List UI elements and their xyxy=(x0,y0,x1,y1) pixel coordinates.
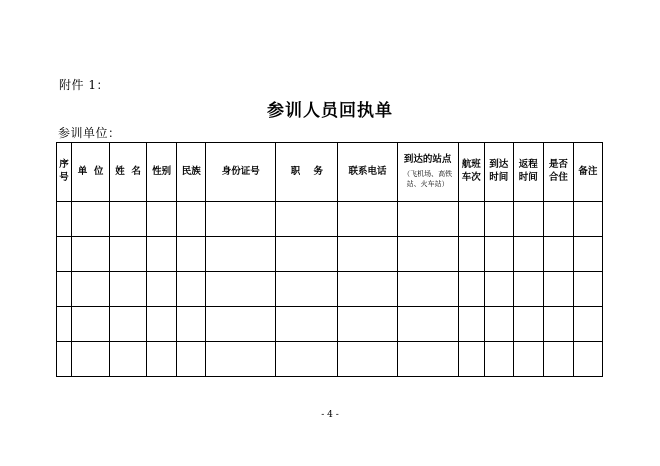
table-cell-ethnicity[interactable] xyxy=(177,272,206,307)
header-unit-label: 单 位 xyxy=(77,165,104,177)
table-cell-id_number[interactable] xyxy=(206,307,276,342)
header-flight-train xyxy=(458,143,484,202)
table-cell-unit[interactable] xyxy=(72,272,110,307)
table-cell-phone[interactable] xyxy=(338,272,397,307)
header-position-label: 职 务 xyxy=(290,165,324,177)
header-remarks-label: 备注 xyxy=(578,165,598,177)
header-gender xyxy=(147,143,177,202)
attachment-label: 附件 1： xyxy=(59,78,109,92)
header-index-label: 序 号 xyxy=(59,159,69,183)
table-cell-ethnicity[interactable] xyxy=(177,307,206,342)
header-gender-label: 性别 xyxy=(152,165,172,177)
header-index xyxy=(57,143,72,202)
table-cell-index[interactable] xyxy=(57,342,72,377)
table-cell-arrival_time[interactable] xyxy=(484,307,513,342)
table-cell-flight_train[interactable] xyxy=(458,307,484,342)
table-cell-arrival_station[interactable] xyxy=(397,237,458,272)
table-cell-ethnicity[interactable] xyxy=(177,342,206,377)
table-cell-gender[interactable] xyxy=(147,307,177,342)
table-cell-arrival_station[interactable] xyxy=(397,342,458,377)
table-cell-flight_train[interactable] xyxy=(458,237,484,272)
table-cell-share_room[interactable] xyxy=(543,307,573,342)
table-cell-arrival_station[interactable] xyxy=(397,202,458,237)
table-cell-phone[interactable] xyxy=(338,202,397,237)
table-cell-arrival_time[interactable] xyxy=(484,272,513,307)
header-arrival-time-label: 到达 时间 xyxy=(489,159,509,183)
table-body xyxy=(57,202,603,377)
table-cell-ethnicity[interactable] xyxy=(177,237,206,272)
table-cell-index[interactable] xyxy=(57,272,72,307)
header-phone-label: 联系电话 xyxy=(348,165,387,177)
table-cell-id_number[interactable] xyxy=(206,237,276,272)
header-return-time xyxy=(513,143,543,202)
table-cell-index[interactable] xyxy=(57,237,72,272)
table-cell-index[interactable] xyxy=(57,307,72,342)
table-cell-remarks[interactable] xyxy=(573,272,602,307)
table-row xyxy=(57,237,603,272)
header-arrival-station-label: 到达的站点 xyxy=(403,154,452,166)
table-cell-gender[interactable] xyxy=(147,272,177,307)
table-cell-share_room[interactable] xyxy=(543,272,573,307)
table-cell-return_time[interactable] xyxy=(513,272,543,307)
table-cell-ethnicity[interactable] xyxy=(177,202,206,237)
participating-unit-label: 参训单位： xyxy=(58,126,121,140)
header-ethnicity-label: 民族 xyxy=(181,165,201,177)
header-arrival-station xyxy=(397,143,458,202)
table-cell-name[interactable] xyxy=(110,307,147,342)
table-cell-arrival_station[interactable] xyxy=(397,307,458,342)
table-cell-arrival_time[interactable] xyxy=(484,237,513,272)
table-cell-return_time[interactable] xyxy=(513,237,543,272)
table-cell-index[interactable] xyxy=(57,202,72,237)
table-cell-arrival_time[interactable] xyxy=(484,342,513,377)
header-id-number-label: 身份证号 xyxy=(221,165,260,177)
table-cell-remarks[interactable] xyxy=(573,237,602,272)
table-cell-remarks[interactable] xyxy=(573,342,602,377)
table-cell-name[interactable] xyxy=(110,342,147,377)
table-row xyxy=(57,202,603,237)
table-cell-share_room[interactable] xyxy=(543,342,573,377)
table-cell-return_time[interactable] xyxy=(513,342,543,377)
table-cell-id_number[interactable] xyxy=(206,202,276,237)
header-id-number xyxy=(206,143,276,202)
table-cell-unit[interactable] xyxy=(72,307,110,342)
table-cell-position[interactable] xyxy=(276,202,338,237)
table-cell-unit[interactable] xyxy=(72,342,110,377)
header-position xyxy=(276,143,338,202)
table-cell-phone[interactable] xyxy=(338,237,397,272)
header-share-room-label: 是否 合住 xyxy=(548,159,568,183)
table-cell-position[interactable] xyxy=(276,237,338,272)
header-unit xyxy=(72,143,110,202)
table-cell-flight_train[interactable] xyxy=(458,342,484,377)
header-return-time-label: 返程 时间 xyxy=(518,159,538,183)
header-remarks xyxy=(573,143,602,202)
table-cell-unit[interactable] xyxy=(72,237,110,272)
header-arrival-station-note: （飞机场、高铁站、火车站） xyxy=(403,169,453,189)
table-cell-arrival_time[interactable] xyxy=(484,202,513,237)
table-cell-gender[interactable] xyxy=(147,342,177,377)
header-ethnicity xyxy=(177,143,206,202)
page-number: - 4 - xyxy=(321,410,339,420)
table-cell-position[interactable] xyxy=(276,342,338,377)
document-title: 参训人员回执单 xyxy=(267,101,393,121)
table-cell-share_room[interactable] xyxy=(543,202,573,237)
table-row xyxy=(57,342,603,377)
table-cell-name[interactable] xyxy=(110,202,147,237)
header-phone xyxy=(338,143,397,202)
participant-receipt-table xyxy=(56,142,603,377)
table-cell-flight_train[interactable] xyxy=(458,202,484,237)
table-header-row xyxy=(57,143,603,202)
table-cell-id_number[interactable] xyxy=(206,342,276,377)
header-name xyxy=(110,143,147,202)
table-row xyxy=(57,272,603,307)
table-cell-return_time[interactable] xyxy=(513,307,543,342)
table-cell-name[interactable] xyxy=(110,237,147,272)
table-row xyxy=(57,307,603,342)
table-cell-flight_train[interactable] xyxy=(458,272,484,307)
table-cell-arrival_station[interactable] xyxy=(397,272,458,307)
table-cell-gender[interactable] xyxy=(147,202,177,237)
header-arrival-time xyxy=(484,143,513,202)
table-cell-share_room[interactable] xyxy=(543,237,573,272)
table-cell-position[interactable] xyxy=(276,307,338,342)
table-cell-return_time[interactable] xyxy=(513,202,543,237)
table-cell-name[interactable] xyxy=(110,272,147,307)
header-flight-train-label: 航班 车次 xyxy=(461,159,481,183)
header-share-room xyxy=(543,143,573,202)
table-cell-id_number[interactable] xyxy=(206,272,276,307)
header-name-label: 姓 名 xyxy=(115,165,141,177)
table-cell-remarks[interactable] xyxy=(573,307,602,342)
table-cell-phone[interactable] xyxy=(338,307,397,342)
table-cell-phone[interactable] xyxy=(338,342,397,377)
table-cell-remarks[interactable] xyxy=(573,202,602,237)
table-cell-unit[interactable] xyxy=(72,202,110,237)
table-cell-position[interactable] xyxy=(276,272,338,307)
table-cell-gender[interactable] xyxy=(147,237,177,272)
